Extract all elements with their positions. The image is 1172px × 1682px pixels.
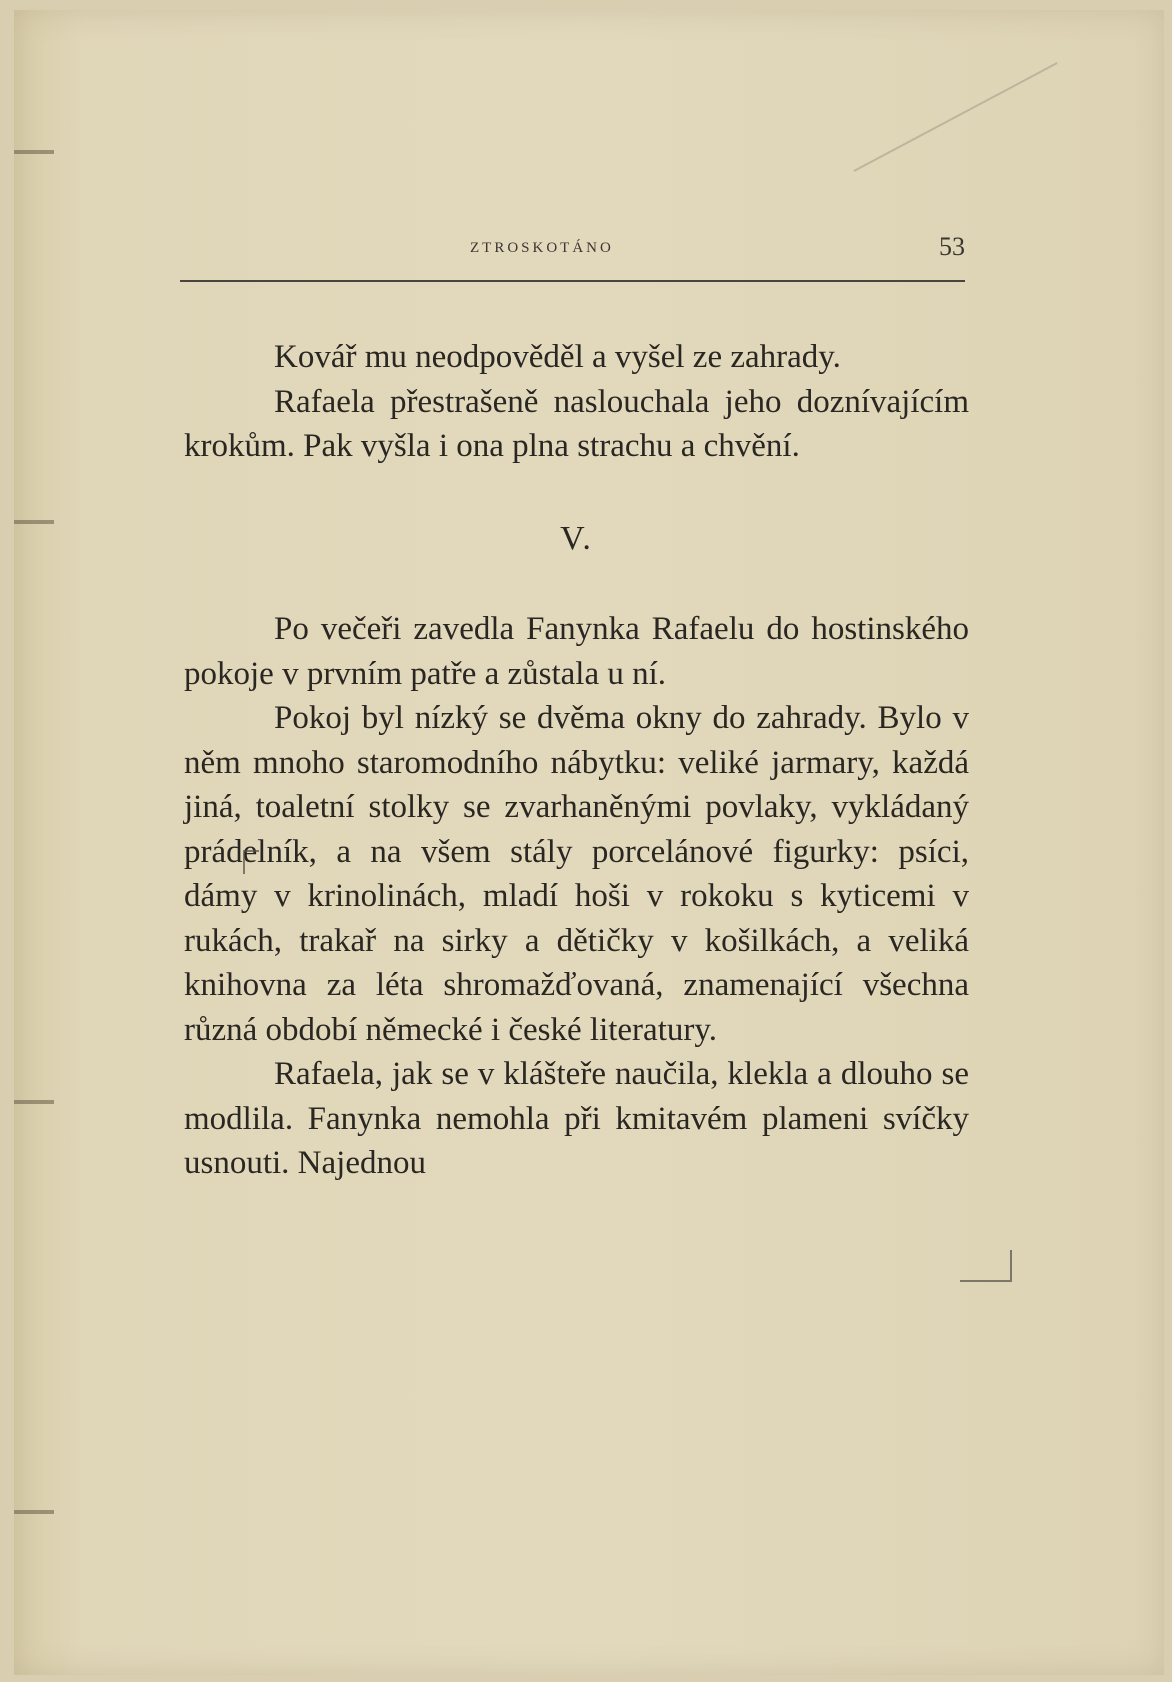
binding-mark [14, 150, 54, 154]
body-text [184, 335, 969, 1186]
paragraph: Kovář mu neodpověděl a vyšel ze zahrady. [274, 339, 841, 375]
paragraph: Rafaela, jak se v klášteře naučila, klekla a dlouho se modlila. Fanynka nemohla při kmitavém plameni svíčky usnouti. Najednou [184, 1056, 969, 1181]
pencil-bracket-open [243, 850, 259, 874]
paragraph: Pokoj byl nízký se dvěma okny do zahrady. Bylo v něm mnoho staromodního nábytku: veliké jarmary, každá jiná, toaletní stolky se zvarhaněnými povlaky, vykládaný prádelník, a na všem stály porcelánové figurky: psíci, dámy v krinolinách, mladí hoši v rokoku s kyticemi v rukách, trakař na sirky a dětičky v košilkách, a veliká knihovna za léta shromažďovaná, znamenající všechna různá období německé i české literatury. [184, 700, 969, 1048]
running-head [180, 232, 965, 266]
pencil-bracket-close [960, 1250, 1012, 1282]
paragraph: Rafaela přestrašeně naslouchala jeho doznívajícím krokům. Pak vyšla i ona plna strachu a chvění. [184, 383, 969, 464]
paragraph: Po večeři zavedla Fanynka Rafaelu do hostinského pokoje v prvním patře a zůstala u ní. [184, 611, 969, 692]
binding-mark [14, 520, 54, 524]
chapter-heading: V. [560, 519, 593, 557]
binding-mark [14, 1510, 54, 1514]
running-title: ZTROSKOTÁNO [470, 240, 614, 256]
binding-mark [14, 1100, 54, 1104]
pencil-mark [854, 62, 1058, 172]
page-number: 53 [939, 232, 965, 261]
header-rule [180, 280, 965, 282]
